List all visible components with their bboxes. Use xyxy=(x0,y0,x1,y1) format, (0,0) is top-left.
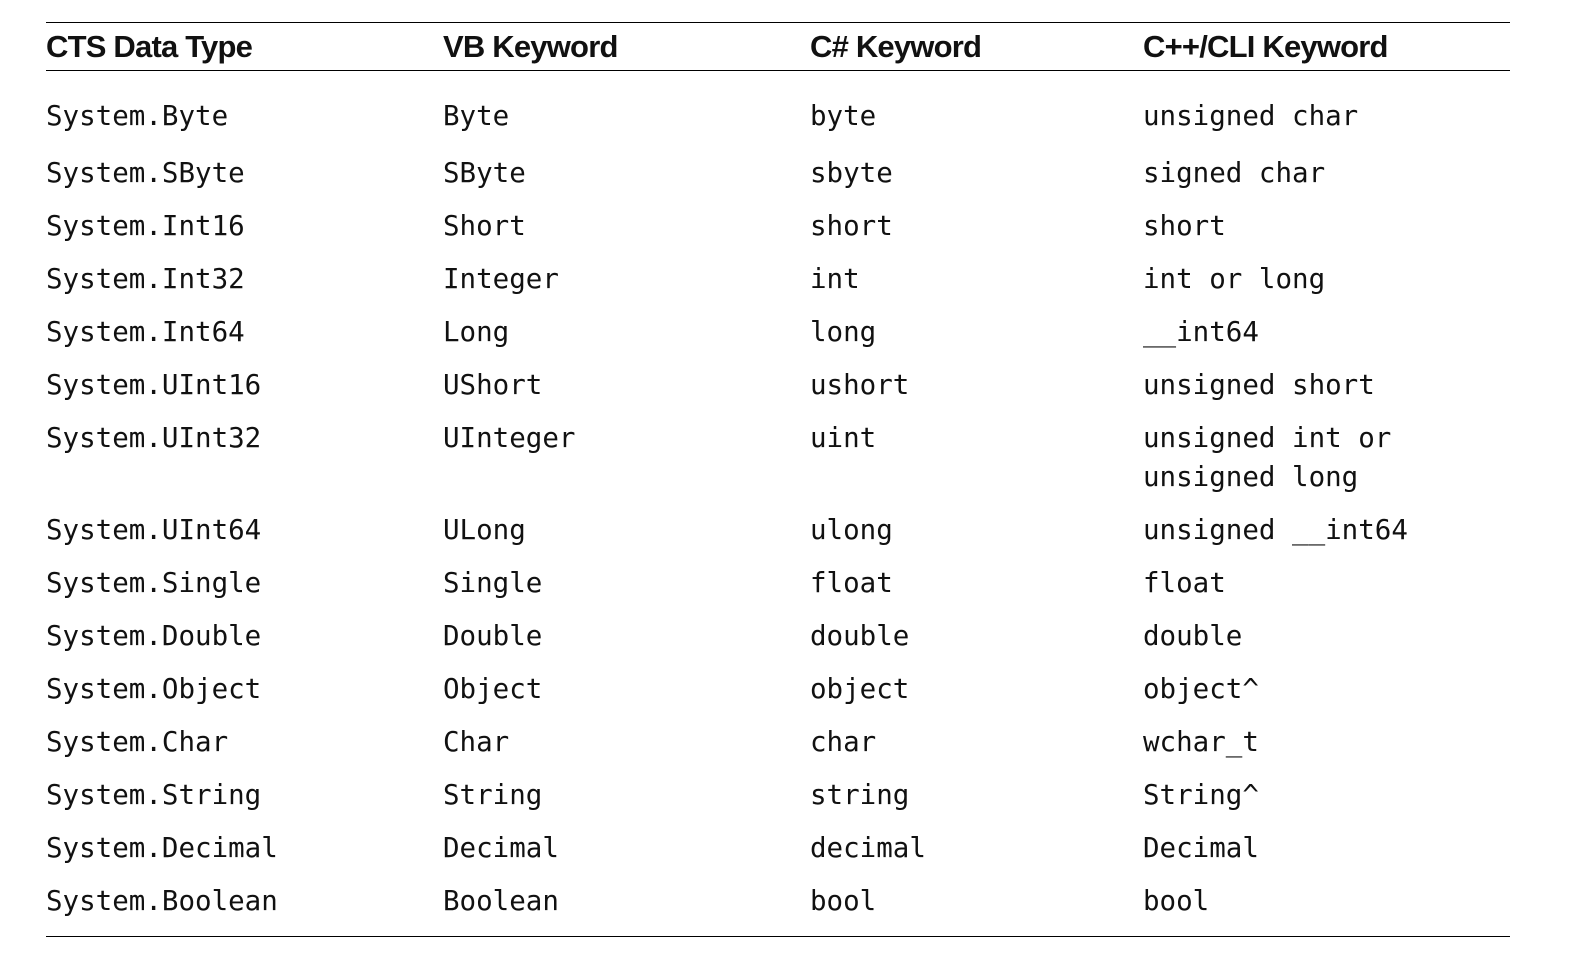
cell-cts-type: System.Int64 xyxy=(46,315,245,348)
table-row xyxy=(46,504,1510,557)
cell-cpp-cli-keyword: unsigned __int64 xyxy=(1143,513,1408,546)
table-row xyxy=(46,610,1510,663)
cell-cpp-cli-keyword: unsigned short xyxy=(1143,368,1375,401)
table-row xyxy=(46,875,1510,937)
cell-cts-type: System.Double xyxy=(46,619,262,652)
cell-cts-type: System.String xyxy=(46,778,262,811)
table-row xyxy=(46,716,1510,769)
table-row xyxy=(46,663,1510,716)
cell-csharp-keyword: ushort xyxy=(810,368,910,401)
cell-cpp-cli-keyword: signed char xyxy=(1143,156,1326,189)
table-row xyxy=(46,253,1510,306)
cell-vb-keyword: Char xyxy=(443,725,510,758)
cell-csharp-keyword: string xyxy=(810,778,910,811)
cell-vb-keyword: Boolean xyxy=(443,875,810,937)
cell-vb-keyword: Single xyxy=(443,566,543,599)
cell-csharp-keyword: sbyte xyxy=(810,156,893,189)
cell-csharp-keyword: double xyxy=(810,619,910,652)
table-row xyxy=(46,822,1510,875)
cell-csharp-keyword: long xyxy=(810,315,877,348)
cell-vb-keyword: Integer xyxy=(443,262,559,295)
cell-cpp-cli-keyword: unsigned char xyxy=(1143,100,1359,132)
cell-cpp-cli-keyword: bool xyxy=(1143,875,1510,937)
cell-vb-keyword: Double xyxy=(443,619,543,652)
cell-cpp-cli-keyword: float xyxy=(1143,566,1226,599)
cell-vb-keyword: UInteger xyxy=(443,421,576,454)
cell-vb-keyword: Decimal xyxy=(443,831,559,864)
cell-cts-type: System.Char xyxy=(46,725,229,758)
cell-cts-type: System.Single xyxy=(46,566,262,599)
cell-cts-type: System.Int32 xyxy=(46,262,245,295)
cell-vb-keyword: UShort xyxy=(443,368,543,401)
table-row xyxy=(46,306,1510,359)
cell-cts-type: System.Int16 xyxy=(46,209,245,242)
header-cts-data-type: CTS Data Type xyxy=(46,24,443,71)
cell-csharp-keyword: float xyxy=(810,566,893,599)
cell-vb-keyword: Short xyxy=(443,209,526,242)
cell-vb-keyword: String xyxy=(443,778,543,811)
cell-csharp-keyword: object xyxy=(810,672,910,705)
cell-cpp-cli-keyword: wchar_t xyxy=(1143,725,1259,758)
cell-vb-keyword: Object xyxy=(443,672,543,705)
cell-cts-type: System.SByte xyxy=(46,156,245,189)
header-cpp-cli-keyword: C++/CLI Keyword xyxy=(1143,24,1510,71)
table-row xyxy=(46,557,1510,610)
table-row xyxy=(46,359,1510,412)
cell-cts-type: System.Decimal xyxy=(46,831,278,864)
document-page xyxy=(46,0,1510,972)
cell-cpp-cli-keyword: double xyxy=(1143,619,1243,652)
cell-cpp-cli-keyword: short xyxy=(1143,209,1226,242)
cell-vb-keyword: Long xyxy=(443,315,510,348)
cell-vb-keyword: ULong xyxy=(443,513,526,546)
cell-cts-type: System.Boolean xyxy=(46,875,443,937)
table-row xyxy=(46,147,1510,200)
cell-csharp-keyword: int xyxy=(810,262,860,295)
table-header xyxy=(46,24,1510,71)
cell-csharp-keyword: byte xyxy=(810,100,877,132)
cell-cpp-cli-keyword: object^ xyxy=(1143,672,1259,705)
cell-cts-type: System.Object xyxy=(46,672,262,705)
cell-csharp-keyword: char xyxy=(810,725,877,758)
cell-cpp-cli-keyword: Decimal xyxy=(1143,831,1259,864)
cell-cts-type: System.UInt64 xyxy=(46,513,262,546)
table-body xyxy=(46,71,1510,937)
cell-cts-type: System.Byte xyxy=(46,100,229,132)
cell-csharp-keyword: decimal xyxy=(810,831,926,864)
cell-vb-keyword: Byte xyxy=(443,100,510,132)
cts-keyword-table xyxy=(46,24,1510,937)
table-row xyxy=(46,71,1510,147)
cell-csharp-keyword: bool xyxy=(810,875,1143,937)
header-csharp-keyword: C# Keyword xyxy=(810,24,1143,71)
cell-csharp-keyword: uint xyxy=(810,421,877,454)
cell-cts-type: System.UInt32 xyxy=(46,421,262,454)
header-vb-keyword: VB Keyword xyxy=(443,24,810,71)
cell-vb-keyword: SByte xyxy=(443,156,526,189)
table-row xyxy=(46,769,1510,822)
table-top-rule xyxy=(46,22,1510,23)
cell-cts-type: System.UInt16 xyxy=(46,368,262,401)
header-row xyxy=(46,24,1510,71)
cell-cpp-cli-keyword: int or long xyxy=(1143,262,1326,295)
table-row xyxy=(46,200,1510,253)
cell-cpp-cli-keyword: __int64 xyxy=(1143,315,1259,348)
table-row xyxy=(46,412,1510,504)
cell-csharp-keyword: short xyxy=(810,209,893,242)
cell-cpp-cli-keyword: String^ xyxy=(1143,778,1259,811)
cell-csharp-keyword: ulong xyxy=(810,513,893,546)
cell-cpp-cli-keyword: unsigned int or unsigned long xyxy=(1143,421,1392,493)
